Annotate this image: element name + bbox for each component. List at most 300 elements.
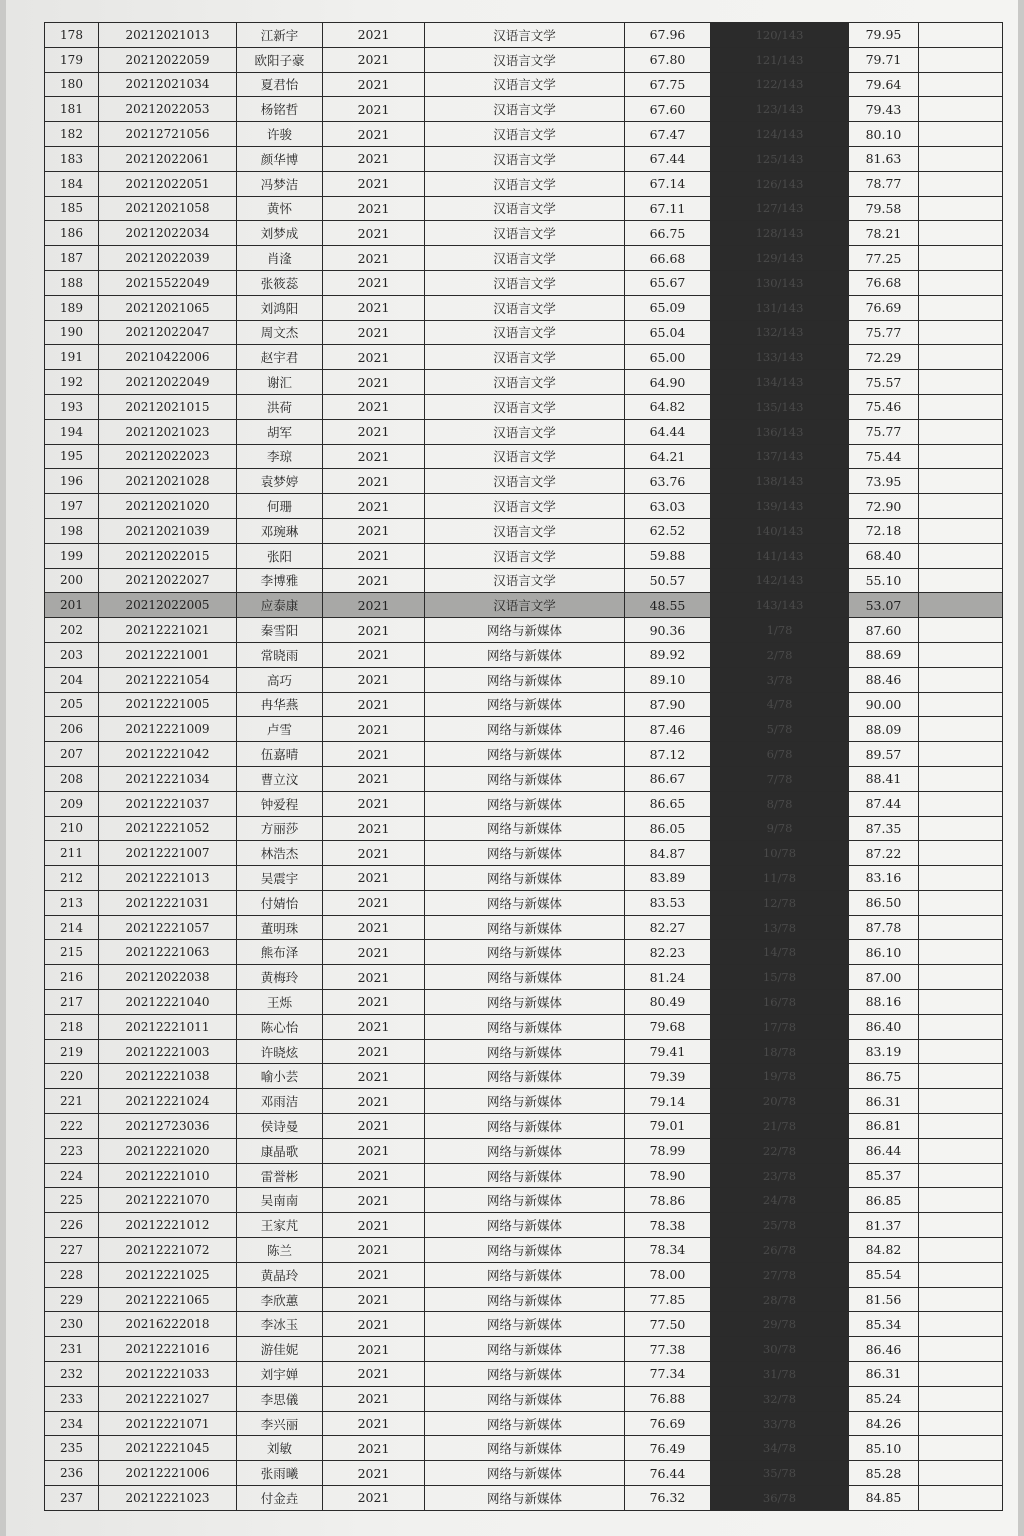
- grade-year-cell: 2021: [323, 692, 425, 717]
- student-name-cell: 李琼: [237, 444, 323, 469]
- grade-year-cell: 2021: [323, 469, 425, 494]
- remarks-cell: [919, 246, 1003, 271]
- student-id-cell: 20212021020: [99, 494, 237, 519]
- grade-year-cell: 2021: [323, 295, 425, 320]
- table-row: [45, 23, 1003, 48]
- row-number-cell: 234: [45, 1411, 99, 1436]
- student-id-cell: 20212021034: [99, 72, 237, 97]
- total-score-cell: 85.34: [849, 1312, 919, 1337]
- rank-cell: 31/78: [711, 1362, 849, 1387]
- row-number-cell: 194: [45, 419, 99, 444]
- major-cell: 网络与新媒体: [425, 1312, 625, 1337]
- total-score-cell: 85.54: [849, 1262, 919, 1287]
- rank-cell: 139/143: [711, 494, 849, 519]
- table-row: [45, 990, 1003, 1015]
- student-name-cell: 谢汇: [237, 370, 323, 395]
- table-row: [45, 618, 1003, 643]
- major-cell: 网络与新媒体: [425, 1287, 625, 1312]
- grade-year-cell: 2021: [323, 1188, 425, 1213]
- rank-cell: 129/143: [711, 246, 849, 271]
- major-cell: 汉语言文学: [425, 295, 625, 320]
- student-id-cell: 20212221007: [99, 841, 237, 866]
- remarks-cell: [919, 295, 1003, 320]
- rank-cell: 9/78: [711, 816, 849, 841]
- table-row: [45, 692, 1003, 717]
- total-score-cell: 76.69: [849, 295, 919, 320]
- student-name-cell: 赵宇君: [237, 345, 323, 370]
- major-cell: 汉语言文学: [425, 469, 625, 494]
- rank-cell: 15/78: [711, 965, 849, 990]
- score-cell: 62.52: [625, 518, 711, 543]
- table-row: [45, 171, 1003, 196]
- row-number-cell: 196: [45, 469, 99, 494]
- student-name-cell: 杨铭哲: [237, 97, 323, 122]
- score-cell: 82.27: [625, 915, 711, 940]
- grade-year-cell: 2021: [323, 791, 425, 816]
- row-number-cell: 226: [45, 1213, 99, 1238]
- grade-year-cell: 2021: [323, 122, 425, 147]
- major-cell: 网络与新媒体: [425, 791, 625, 816]
- table-row: [45, 940, 1003, 965]
- score-cell: 67.44: [625, 146, 711, 171]
- remarks-cell: [919, 1114, 1003, 1139]
- rank-cell: 20/78: [711, 1089, 849, 1114]
- student-id-cell: 20212221024: [99, 1089, 237, 1114]
- total-score-cell: 75.44: [849, 444, 919, 469]
- student-name-cell: 刘梦成: [237, 221, 323, 246]
- total-score-cell: 81.56: [849, 1287, 919, 1312]
- student-id-cell: 20212221034: [99, 766, 237, 791]
- total-score-cell: 83.19: [849, 1039, 919, 1064]
- table-row: [45, 72, 1003, 97]
- table-row: [45, 1163, 1003, 1188]
- table-row: [45, 543, 1003, 568]
- total-score-cell: 79.43: [849, 97, 919, 122]
- score-cell: 78.00: [625, 1262, 711, 1287]
- grade-year-cell: 2021: [323, 47, 425, 72]
- rank-cell: 126/143: [711, 171, 849, 196]
- student-id-cell: 20212221065: [99, 1287, 237, 1312]
- student-name-cell: 许晓炫: [237, 1039, 323, 1064]
- student-name-cell: 胡军: [237, 419, 323, 444]
- student-id-cell: 20212221071: [99, 1411, 237, 1436]
- table-row: [45, 196, 1003, 221]
- remarks-cell: [919, 196, 1003, 221]
- rank-cell: 4/78: [711, 692, 849, 717]
- total-score-cell: 73.95: [849, 469, 919, 494]
- table-row: [45, 370, 1003, 395]
- grade-year-cell: 2021: [323, 642, 425, 667]
- remarks-cell: [919, 419, 1003, 444]
- total-score-cell: 75.77: [849, 419, 919, 444]
- major-cell: 网络与新媒体: [425, 915, 625, 940]
- student-id-cell: 20212022051: [99, 171, 237, 196]
- student-name-cell: 王家芃: [237, 1213, 323, 1238]
- major-cell: 网络与新媒体: [425, 1238, 625, 1263]
- total-score-cell: 90.00: [849, 692, 919, 717]
- table-row: [45, 593, 1003, 618]
- student-id-cell: 20212221070: [99, 1188, 237, 1213]
- rank-cell: 132/143: [711, 320, 849, 345]
- table-row: [45, 1436, 1003, 1461]
- remarks-cell: [919, 1039, 1003, 1064]
- major-cell: 汉语言文学: [425, 97, 625, 122]
- major-cell: 汉语言文学: [425, 518, 625, 543]
- score-table: [44, 22, 1003, 1511]
- rank-cell: 36/78: [711, 1486, 849, 1511]
- major-cell: 网络与新媒体: [425, 742, 625, 767]
- total-score-cell: 83.16: [849, 866, 919, 891]
- student-id-cell: 20212221021: [99, 618, 237, 643]
- table-row: [45, 816, 1003, 841]
- student-name-cell: 李兴丽: [237, 1411, 323, 1436]
- student-id-cell: 20212022034: [99, 221, 237, 246]
- student-name-cell: 李欣蕙: [237, 1287, 323, 1312]
- grade-year-cell: 2021: [323, 1411, 425, 1436]
- rank-cell: 24/78: [711, 1188, 849, 1213]
- total-score-cell: 87.22: [849, 841, 919, 866]
- major-cell: 网络与新媒体: [425, 841, 625, 866]
- grade-year-cell: 2021: [323, 1014, 425, 1039]
- row-number-cell: 205: [45, 692, 99, 717]
- row-number-cell: 201: [45, 593, 99, 618]
- grade-year-cell: 2021: [323, 990, 425, 1015]
- table-row: [45, 221, 1003, 246]
- student-name-cell: 陈心怡: [237, 1014, 323, 1039]
- rank-cell: 19/78: [711, 1064, 849, 1089]
- table-row: [45, 1039, 1003, 1064]
- student-id-cell: 20212021039: [99, 518, 237, 543]
- major-cell: 汉语言文学: [425, 196, 625, 221]
- row-number-cell: 221: [45, 1089, 99, 1114]
- major-cell: 网络与新媒体: [425, 717, 625, 742]
- student-name-cell: 何珊: [237, 494, 323, 519]
- score-cell: 63.03: [625, 494, 711, 519]
- row-number-cell: 180: [45, 72, 99, 97]
- rank-cell: 32/78: [711, 1386, 849, 1411]
- row-number-cell: 202: [45, 618, 99, 643]
- remarks-cell: [919, 1461, 1003, 1486]
- table-row: [45, 246, 1003, 271]
- rank-cell: 7/78: [711, 766, 849, 791]
- major-cell: 汉语言文学: [425, 543, 625, 568]
- remarks-cell: [919, 270, 1003, 295]
- student-id-cell: 20212021028: [99, 469, 237, 494]
- table-row: [45, 642, 1003, 667]
- row-number-cell: 198: [45, 518, 99, 543]
- remarks-cell: [919, 791, 1003, 816]
- student-name-cell: 林浩杰: [237, 841, 323, 866]
- student-name-cell: 黄晶玲: [237, 1262, 323, 1287]
- total-score-cell: 72.29: [849, 345, 919, 370]
- grade-year-cell: 2021: [323, 1064, 425, 1089]
- table-row: [45, 717, 1003, 742]
- grade-year-cell: 2021: [323, 1337, 425, 1362]
- score-cell: 90.36: [625, 618, 711, 643]
- total-score-cell: 86.40: [849, 1014, 919, 1039]
- table-row: [45, 1114, 1003, 1139]
- rank-cell: 22/78: [711, 1138, 849, 1163]
- student-name-cell: 张筱蕊: [237, 270, 323, 295]
- grade-year-cell: 2021: [323, 72, 425, 97]
- major-cell: 汉语言文学: [425, 122, 625, 147]
- remarks-cell: [919, 816, 1003, 841]
- table-row: [45, 394, 1003, 419]
- table-row: [45, 518, 1003, 543]
- rank-cell: 2/78: [711, 642, 849, 667]
- row-number-cell: 215: [45, 940, 99, 965]
- row-number-cell: 203: [45, 642, 99, 667]
- student-name-cell: 雷誉彬: [237, 1163, 323, 1188]
- remarks-cell: [919, 494, 1003, 519]
- grade-year-cell: 2021: [323, 97, 425, 122]
- table-row: [45, 47, 1003, 72]
- total-score-cell: 68.40: [849, 543, 919, 568]
- rank-cell: 131/143: [711, 295, 849, 320]
- rank-cell: 134/143: [711, 370, 849, 395]
- total-score-cell: 79.64: [849, 72, 919, 97]
- table-row: [45, 890, 1003, 915]
- student-id-cell: 20212221038: [99, 1064, 237, 1089]
- student-id-cell: 20212221001: [99, 642, 237, 667]
- score-cell: 81.24: [625, 965, 711, 990]
- remarks-cell: [919, 1238, 1003, 1263]
- student-id-cell: 20212022047: [99, 320, 237, 345]
- total-score-cell: 84.82: [849, 1238, 919, 1263]
- student-name-cell: 吴震宇: [237, 866, 323, 891]
- row-number-cell: 190: [45, 320, 99, 345]
- score-cell: 67.80: [625, 47, 711, 72]
- student-name-cell: 侯诗曼: [237, 1114, 323, 1139]
- student-name-cell: 欧阳子豪: [237, 47, 323, 72]
- student-name-cell: 王烁: [237, 990, 323, 1015]
- rank-cell: 140/143: [711, 518, 849, 543]
- rank-cell: 135/143: [711, 394, 849, 419]
- total-score-cell: 87.44: [849, 791, 919, 816]
- remarks-cell: [919, 1337, 1003, 1362]
- student-id-cell: 20212221006: [99, 1461, 237, 1486]
- student-id-cell: 20212022039: [99, 246, 237, 271]
- row-number-cell: 211: [45, 841, 99, 866]
- student-name-cell: 刘宇婵: [237, 1362, 323, 1387]
- row-number-cell: 223: [45, 1138, 99, 1163]
- student-name-cell: 江新宇: [237, 23, 323, 48]
- row-number-cell: 197: [45, 494, 99, 519]
- row-number-cell: 235: [45, 1436, 99, 1461]
- table-row: [45, 1138, 1003, 1163]
- student-name-cell: 张阳: [237, 543, 323, 568]
- remarks-cell: [919, 717, 1003, 742]
- table-row: [45, 494, 1003, 519]
- grade-year-cell: 2021: [323, 1461, 425, 1486]
- rank-cell: 122/143: [711, 72, 849, 97]
- row-number-cell: 236: [45, 1461, 99, 1486]
- student-name-cell: 袁梦婷: [237, 469, 323, 494]
- remarks-cell: [919, 518, 1003, 543]
- major-cell: 汉语言文学: [425, 72, 625, 97]
- student-name-cell: 钟爱程: [237, 791, 323, 816]
- rank-cell: 5/78: [711, 717, 849, 742]
- row-number-cell: 218: [45, 1014, 99, 1039]
- grade-year-cell: 2021: [323, 866, 425, 891]
- row-number-cell: 233: [45, 1386, 99, 1411]
- grade-year-cell: 2021: [323, 1163, 425, 1188]
- table-row: [45, 742, 1003, 767]
- student-id-cell: 20212221072: [99, 1238, 237, 1263]
- total-score-cell: 86.31: [849, 1362, 919, 1387]
- score-cell: 67.60: [625, 97, 711, 122]
- total-score-cell: 87.35: [849, 816, 919, 841]
- remarks-cell: [919, 1138, 1003, 1163]
- row-number-cell: 229: [45, 1287, 99, 1312]
- row-number-cell: 181: [45, 97, 99, 122]
- row-number-cell: 188: [45, 270, 99, 295]
- grade-year-cell: 2021: [323, 494, 425, 519]
- table-row: [45, 841, 1003, 866]
- row-number-cell: 230: [45, 1312, 99, 1337]
- student-name-cell: 刘鸿阳: [237, 295, 323, 320]
- rank-cell: 13/78: [711, 915, 849, 940]
- rank-cell: 142/143: [711, 568, 849, 593]
- row-number-cell: 183: [45, 146, 99, 171]
- row-number-cell: 189: [45, 295, 99, 320]
- rank-cell: 30/78: [711, 1337, 849, 1362]
- grade-year-cell: 2021: [323, 1386, 425, 1411]
- rank-cell: 143/143: [711, 593, 849, 618]
- remarks-cell: [919, 1411, 1003, 1436]
- grade-year-cell: 2021: [323, 1312, 425, 1337]
- table-row: [45, 667, 1003, 692]
- major-cell: 网络与新媒体: [425, 1436, 625, 1461]
- row-number-cell: 224: [45, 1163, 99, 1188]
- table-row: [45, 766, 1003, 791]
- row-number-cell: 217: [45, 990, 99, 1015]
- grade-year-cell: 2021: [323, 146, 425, 171]
- score-cell: 67.14: [625, 171, 711, 196]
- total-score-cell: 78.77: [849, 171, 919, 196]
- row-number-cell: 186: [45, 221, 99, 246]
- grade-year-cell: 2021: [323, 1238, 425, 1263]
- score-cell: 78.99: [625, 1138, 711, 1163]
- grade-year-cell: 2021: [323, 246, 425, 271]
- remarks-cell: [919, 1213, 1003, 1238]
- remarks-cell: [919, 1287, 1003, 1312]
- total-score-cell: 76.68: [849, 270, 919, 295]
- score-cell: 66.75: [625, 221, 711, 246]
- score-cell: 82.23: [625, 940, 711, 965]
- total-score-cell: 79.71: [849, 47, 919, 72]
- grade-year-cell: 2021: [323, 1114, 425, 1139]
- row-number-cell: 207: [45, 742, 99, 767]
- student-id-cell: 20212021023: [99, 419, 237, 444]
- student-id-cell: 20212221023: [99, 1486, 237, 1511]
- row-number-cell: 220: [45, 1064, 99, 1089]
- score-cell: 89.10: [625, 667, 711, 692]
- major-cell: 网络与新媒体: [425, 1188, 625, 1213]
- total-score-cell: 79.58: [849, 196, 919, 221]
- grade-year-cell: 2021: [323, 1262, 425, 1287]
- score-cell: 80.49: [625, 990, 711, 1015]
- student-name-cell: 高巧: [237, 667, 323, 692]
- rank-cell: 29/78: [711, 1312, 849, 1337]
- student-id-cell: 20212221063: [99, 940, 237, 965]
- remarks-cell: [919, 345, 1003, 370]
- student-name-cell: 邓雨洁: [237, 1089, 323, 1114]
- grade-year-cell: 2021: [323, 1089, 425, 1114]
- row-number-cell: 191: [45, 345, 99, 370]
- table-row: [45, 122, 1003, 147]
- grade-year-cell: 2021: [323, 667, 425, 692]
- student-name-cell: 洪荷: [237, 394, 323, 419]
- student-name-cell: 冯梦洁: [237, 171, 323, 196]
- total-score-cell: 84.26: [849, 1411, 919, 1436]
- major-cell: 网络与新媒体: [425, 1114, 625, 1139]
- rank-cell: 141/143: [711, 543, 849, 568]
- major-cell: 网络与新媒体: [425, 1064, 625, 1089]
- table-row: [45, 345, 1003, 370]
- table-row: [45, 469, 1003, 494]
- rank-cell: 123/143: [711, 97, 849, 122]
- student-id-cell: 20212021013: [99, 23, 237, 48]
- remarks-cell: [919, 444, 1003, 469]
- table-row: [45, 295, 1003, 320]
- score-cell: 65.00: [625, 345, 711, 370]
- student-id-cell: 20212221054: [99, 667, 237, 692]
- student-id-cell: 20212022053: [99, 97, 237, 122]
- student-id-cell: 20212221009: [99, 717, 237, 742]
- major-cell: 网络与新媒体: [425, 866, 625, 891]
- rank-cell: 14/78: [711, 940, 849, 965]
- student-name-cell: 付金垚: [237, 1486, 323, 1511]
- student-name-cell: 冉华燕: [237, 692, 323, 717]
- remarks-cell: [919, 1188, 1003, 1213]
- row-number-cell: 193: [45, 394, 99, 419]
- major-cell: 网络与新媒体: [425, 1337, 625, 1362]
- score-cell: 78.90: [625, 1163, 711, 1188]
- major-cell: 网络与新媒体: [425, 1039, 625, 1064]
- total-score-cell: 87.78: [849, 915, 919, 940]
- total-score-cell: 72.18: [849, 518, 919, 543]
- major-cell: 汉语言文学: [425, 345, 625, 370]
- major-cell: 网络与新媒体: [425, 990, 625, 1015]
- total-score-cell: 84.85: [849, 1486, 919, 1511]
- student-id-cell: 20210422006: [99, 345, 237, 370]
- student-id-cell: 20212021058: [99, 196, 237, 221]
- grade-year-cell: 2021: [323, 444, 425, 469]
- major-cell: 网络与新媒体: [425, 1163, 625, 1188]
- grade-year-cell: 2021: [323, 717, 425, 742]
- score-cell: 87.12: [625, 742, 711, 767]
- student-id-cell: 20212221052: [99, 816, 237, 841]
- student-name-cell: 康晶歌: [237, 1138, 323, 1163]
- remarks-cell: [919, 642, 1003, 667]
- score-cell: 76.49: [625, 1436, 711, 1461]
- rank-cell: 121/143: [711, 47, 849, 72]
- remarks-cell: [919, 1312, 1003, 1337]
- remarks-cell: [919, 23, 1003, 48]
- rank-cell: 125/143: [711, 146, 849, 171]
- row-number-cell: 179: [45, 47, 99, 72]
- rank-cell: 21/78: [711, 1114, 849, 1139]
- score-cell: 79.01: [625, 1114, 711, 1139]
- student-id-cell: 20212022027: [99, 568, 237, 593]
- score-cell: 65.67: [625, 270, 711, 295]
- table-row: [45, 1337, 1003, 1362]
- total-score-cell: 86.81: [849, 1114, 919, 1139]
- student-name-cell: 李博雅: [237, 568, 323, 593]
- student-name-cell: 颜华博: [237, 146, 323, 171]
- remarks-cell: [919, 1362, 1003, 1387]
